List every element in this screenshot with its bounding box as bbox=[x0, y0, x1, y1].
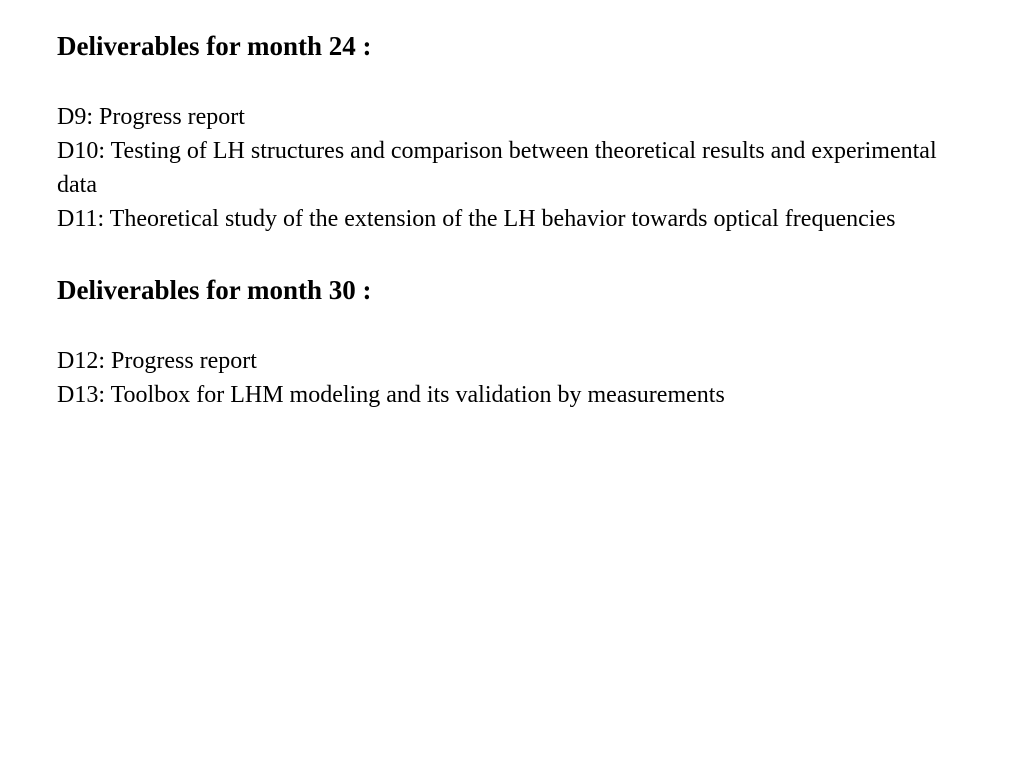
slide-content bbox=[57, 28, 957, 412]
deliverables-month-30-section bbox=[57, 272, 957, 412]
deliverable-item-d11: D11: Theoretical study of the extension of the LH behavior towards optical frequencies bbox=[57, 206, 896, 232]
deliverable-item-d12: D12: Progress report bbox=[57, 348, 257, 374]
deliverable-item-d10: D10: Testing of LH structures and comparison between theoretical results and experimental data bbox=[57, 138, 937, 198]
section-heading-month-30: Deliverables for month 30 : bbox=[57, 275, 372, 305]
deliverable-item-d13: D13: Toolbox for LHM modeling and its validation by measurements bbox=[57, 382, 725, 408]
deliverables-list-month-24 bbox=[57, 100, 957, 236]
deliverable-item-d9: D9: Progress report bbox=[57, 104, 245, 130]
deliverables-list-month-30 bbox=[57, 344, 957, 412]
section-heading-month-24: Deliverables for month 24 : bbox=[57, 31, 372, 61]
deliverables-month-24-section bbox=[57, 28, 957, 236]
